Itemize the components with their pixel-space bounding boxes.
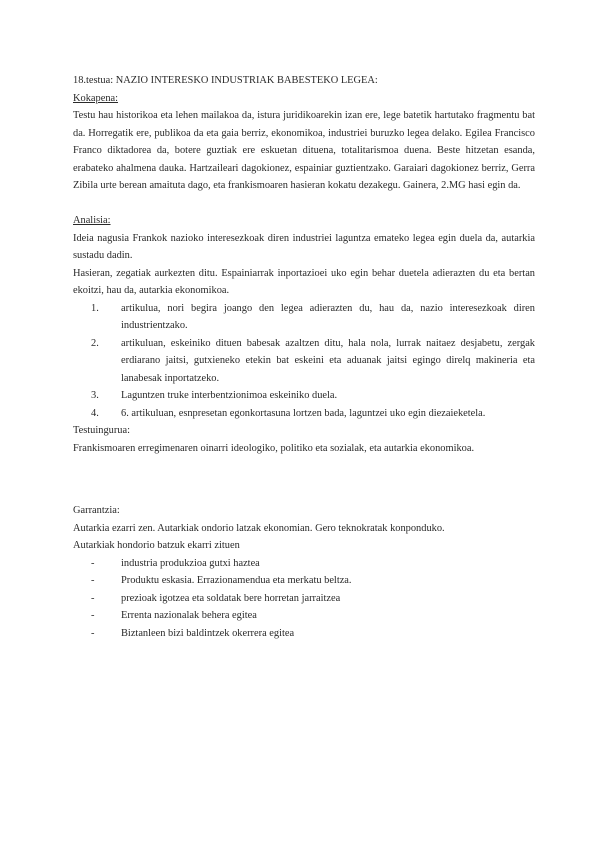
list-item-text: 6. artikuluan, esnpresetan egonkortasuna lortzen bada, laguntzei uko egin diezaieketela. (121, 407, 486, 419)
list-item (73, 387, 535, 405)
dash-bullet: - (91, 557, 95, 569)
dash-bullet: - (91, 627, 95, 639)
list-number: 1. (91, 302, 99, 314)
dash-bullet: - (91, 592, 95, 604)
list-item (73, 590, 535, 608)
garrantzia-line-2: Autarkiak hondorio batzuk ekarri zituen (73, 540, 240, 551)
list-item-text: artikuluan, eskeiniko dituen babesak azaltzen ditu, hala nola, lurrak naitaez desjabetu, zergak erdiarano jaitsi, gutxieneko etekin bat eskeini eta aduanak jaitsi egingo direlq makineria eta lanabesak inportatzeko. (121, 337, 535, 384)
kokapena-paragraph: Testu hau historikoa eta lehen mailakoa da, istura juridikoarekin izan ere, lege batetik hartutako fragmentu bat da. Horregatik ere, publikoa da eta gaia berriz, ekonomikoa, industriei buruzko legea delako. Egilea Francisco Franco diktadorea da, botere guztiak ere eskuetan dituena, totalitarismoa duena. Beste hitzetan esanda, erabateko ahalmena dauka. Hartzaileari dagokionez, espainiar guztientzako. Garaiari dagokionez berriz, Gerra Zibila urte berean amaituta dago, eta frankismoaren hasieran kokatu dezakegu. Gainera, 2.MG hasi egin da. (73, 110, 535, 191)
list-item-text: prezioak igotzea eta soldatak bere horretan jarraitzea (121, 592, 341, 604)
kokapena-heading: Kokapena: (73, 92, 119, 104)
analisia-paragraph-1: Ideia nagusia Frankok nazioko interesezkoak diren industriei laguntza emateko legea egin duela da, autarkia sustadu dadin. (73, 232, 535, 261)
list-item-text: Errenta nazionalak behera egitea (121, 610, 257, 621)
list-item-text: industria produkzioa gutxi haztea (121, 557, 260, 569)
testuingurua-paragraph: Frankismoaren erregimenaren oinarri ideologiko, politiko eta sozialak, eta autarkia ekonomikoa. (73, 442, 475, 454)
list-item (73, 405, 535, 423)
list-item-text: artikulua, nori begira joango den legea adierazten du, hau da, nazio interesezkoak diren industrientzako. (121, 302, 535, 331)
spacer (73, 195, 535, 213)
analisia-heading: Analisia: (73, 215, 111, 226)
dash-bullet: - (91, 610, 95, 621)
list-item (73, 300, 535, 335)
testuingurua-heading: Testuingurua: (73, 425, 130, 436)
list-item (73, 335, 535, 388)
list-item (73, 625, 535, 643)
list-item-text: Laguntzen truke interbentzionimoa eskeiniko duela. (121, 390, 338, 401)
document-title: 18.testua: NAZIO INTERESKO INDUSTRIAK BABESTEKO LEGEA: (73, 75, 378, 86)
list-number: 3. (91, 390, 99, 401)
list-number: 4. (91, 407, 99, 419)
list-item-text: Biztanleen bizi baldintzek okerrera egitea (121, 627, 295, 639)
list-item (73, 607, 535, 625)
list-item (73, 555, 535, 573)
list-number: 2. (91, 337, 99, 349)
spacer (73, 457, 535, 502)
analisia-paragraph-2: Hasieran, zegatiak aurkezten ditu. Espainiarrak inportazioei uko egin behar duetela adierazten du eta bertan ekoitzi, hau da, autarkia ekonomikoa. (73, 267, 535, 296)
articles-list (73, 300, 535, 423)
list-item (73, 572, 535, 590)
garrantzia-heading: Garrantzia: (73, 505, 120, 516)
dash-bullet: - (91, 575, 95, 586)
garrantzia-line-1: Autarkia ezarri zen. Autarkiak ondorio latzak ekonomian. Gero teknokratak konponduko. (73, 522, 445, 534)
list-item-text: Produktu eskasia. Errazionamendua eta merkatu beltza. (121, 575, 352, 586)
document-content (73, 72, 535, 642)
consequences-list (73, 555, 535, 643)
